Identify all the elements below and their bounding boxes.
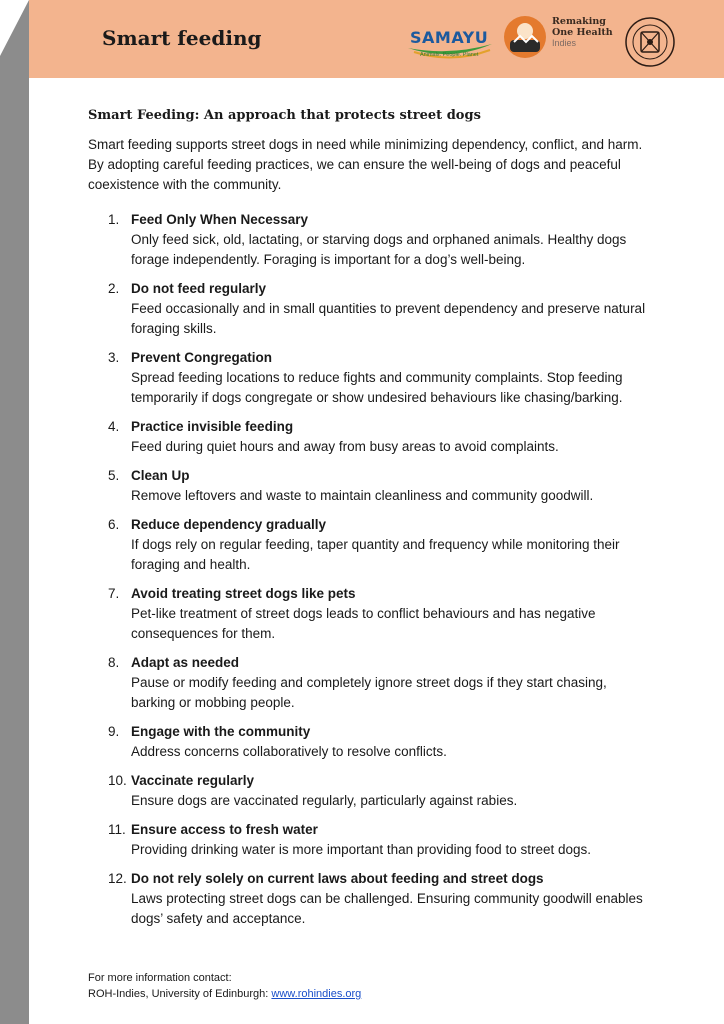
list-item-number: 5. <box>108 468 120 483</box>
list-item-title: Reduce dependency gradually <box>131 517 327 532</box>
list-item-number: 11. <box>108 822 126 837</box>
list-item-description: Pause or modify feeding and completely ignore street dogs if they start chasing, barking or mobbing people. <box>131 675 607 710</box>
list-item-number: 2. <box>108 281 120 296</box>
list-item <box>88 584 648 644</box>
website-link[interactable]: www.rohindies.org <box>271 988 362 1000</box>
list-item <box>88 722 648 762</box>
list-item-title: Clean Up <box>131 468 190 483</box>
list-item-description: If dogs rely on regular feeding, taper quantity and frequency while monitoring their foraging and health. <box>131 537 620 572</box>
list-item <box>88 771 648 811</box>
footer <box>88 970 361 1002</box>
samayu-tagline: Animals. People. Planet <box>420 52 479 58</box>
list-item-number: 12. <box>108 871 127 886</box>
list-item-title: Do not feed regularly <box>131 281 267 296</box>
roh-line-1: Remaking <box>552 16 606 27</box>
list-item-description: Only feed sick, old, lactating, or starving dogs and orphaned animals. Healthy dogs forage independently. Foraging is important for a dog’s well-being. <box>131 232 627 267</box>
list-item-number: 9. <box>108 724 120 739</box>
footer-contact-label: For more information contact: <box>88 972 232 984</box>
list-item-title: Adapt as needed <box>131 655 240 670</box>
samayu-logo <box>404 22 496 68</box>
list-item-title: Avoid treating street dogs like pets <box>131 586 356 601</box>
list-item-number: 8. <box>108 655 120 670</box>
list-item-title: Feed Only When Necessary <box>131 212 309 227</box>
list-item <box>88 279 648 339</box>
list-item-title: Do not rely solely on current laws about feeding and street dogs <box>131 871 544 886</box>
list-item-title: Ensure access to fresh water <box>131 822 318 837</box>
list-item-description: Pet-like treatment of street dogs leads to conflict behaviours and has negative consequences for them. <box>131 606 596 641</box>
list-item-description: Ensure dogs are vaccinated regularly, particularly against rabies. <box>131 793 518 808</box>
list-item <box>88 653 648 713</box>
page-title: Smart feeding <box>102 26 262 50</box>
section-heading: Smart Feeding: An approach that protects street dogs <box>88 108 481 123</box>
list-item-number: 10. <box>108 773 127 788</box>
left-sidebar-strip <box>0 0 29 1024</box>
roh-indies-logo <box>504 14 614 64</box>
folded-corner <box>0 0 29 56</box>
roh-line-3: Indies <box>552 38 577 48</box>
samayu-wordmark: SAMAYU <box>410 28 489 47</box>
list-item <box>88 417 648 457</box>
guidelines-list <box>88 210 648 929</box>
list-item-number: 4. <box>108 419 120 434</box>
list-item-number: 6. <box>108 517 120 532</box>
list-item-title: Practice invisible feeding <box>131 419 294 434</box>
list-item-description: Providing drinking water is more important than providing food to street dogs. <box>131 842 591 857</box>
list-item-description: Feed during quiet hours and away from busy areas to avoid complaints. <box>131 439 559 454</box>
university-seal-icon <box>624 16 676 68</box>
list-item-description: Spread feeding locations to reduce fights and community complaints. Stop feeding temporarily if dogs congregate or show undesired behaviours like chasing/barking. <box>131 370 623 405</box>
list-item-number: 1. <box>108 212 120 227</box>
list-item-number: 7. <box>108 586 120 601</box>
roh-wordmark <box>552 16 614 49</box>
list-item-title: Prevent Congregation <box>131 350 273 365</box>
list-item-description: Laws protecting street dogs can be challenged. Ensuring community goodwill enables dogs’ safety and acceptance. <box>131 891 643 926</box>
list-item-description: Feed occasionally and in small quantities to prevent dependency and preserve natural foraging skills. <box>131 301 646 336</box>
footer-org: ROH-Indies, University of Edinburgh: <box>88 988 272 1000</box>
list-item <box>88 348 648 408</box>
list-item-title: Vaccinate regularly <box>131 773 255 788</box>
list-item-number: 3. <box>108 350 120 365</box>
list-item-description: Address concerns collaboratively to resolve conflicts. <box>131 744 447 759</box>
main-content <box>88 108 648 938</box>
roh-line-2: One Health <box>552 27 613 38</box>
list-item <box>88 820 648 860</box>
list-item <box>88 515 648 575</box>
list-item <box>88 210 648 270</box>
footer-contact-line <box>88 986 361 1002</box>
list-item <box>88 466 648 506</box>
list-item <box>88 869 648 929</box>
dog-emblem-icon <box>504 16 546 58</box>
list-item-description: Remove leftovers and waste to maintain cleanliness and community goodwill. <box>131 488 594 503</box>
list-item-title: Engage with the community <box>131 724 311 739</box>
intro-paragraph: Smart feeding supports street dogs in need while minimizing dependency, conflict, and harm. By adopting careful feeding practices, we can ensure the well-being of dogs and peaceful coexistence with the community. <box>88 137 643 192</box>
